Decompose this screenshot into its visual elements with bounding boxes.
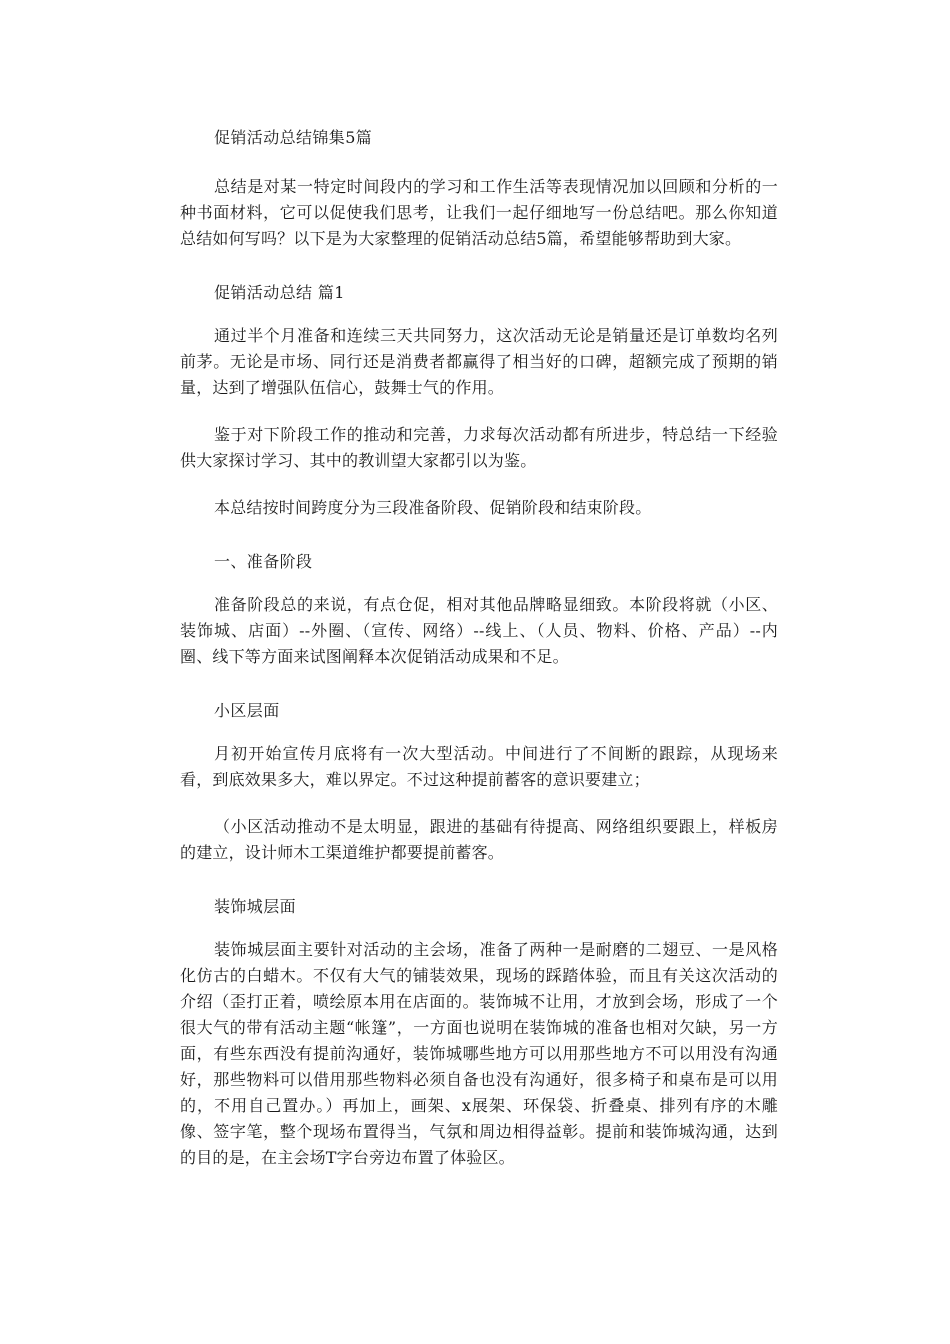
section-heading-part1: 促销活动总结 篇1 [214, 283, 345, 302]
paragraph-decoration-mall: 装饰城层面主要针对活动的主会场，准备了两种一是耐磨的二翅豆、一是风格化仿古的白蜡木。不仅有大气的铺装效果，现场的踩踏体验，而且有关这次活动的介绍（歪打正着，喷绘原本用在店面的。装饰城不让用，才放到会场，形成了一个很大气的带有活动主题“帐篷”，一方面也说明在装饰城的准备也相对欠缺，另一方面，有些东西没有提前沟通好，装饰城哪些地方可以用那些地方不可以用没有沟通好，那些物料可以借用那些物料必须自备也没有沟通好，很多椅子和桌布是可以用的，不用自己置办。）再加上，画架、x展架、环保袋、折叠桌、排列有序的木雕像、签字笔，整个现场布置得当，气氛和周边相得益彰。提前和装饰城沟通，达到的目的是，在主会场T字台旁边布置了体验区。 [180, 940, 778, 1167]
heading-community-level: 小区层面 [214, 701, 280, 720]
heading-decoration-mall-level: 装饰城层面 [214, 897, 297, 916]
paragraph-preparation: 准备阶段总的来说，有点仓促，相对其他品牌略显细致。本阶段将就（小区、装饰城、店面）--外圈、（宣传、网络）--线上、（人员、物料、价格、产品）--内圈、线下等方面来试图阐释本次促销活动成果和不足。 [180, 595, 778, 666]
document-page [180, 118, 778, 1192]
paragraph-structure: 本总结按时间跨度分为三段准备阶段、促销阶段和结束阶段。 [214, 498, 652, 517]
paragraph-purpose: 鉴于对下阶段工作的推动和完善，力求每次活动都有所进步，特总结一下经验供大家探讨学习、其中的教训望大家都引以为鉴。 [180, 425, 778, 470]
paragraph-results: 通过半个月准备和连续三天共同努力，这次活动无论是销量还是订单数均名列前茅。无论是市场、同行还是消费者都赢得了相当好的口碑，超额完成了预期的销量，达到了增强队伍信心，鼓舞士气的作用。 [180, 326, 778, 397]
paragraph-community-2: （小区活动推动不是太明显，跟进的基础有待提高、网络组织要跟上，样板房的建立，设计师木工渠道维护都要提前蓄客。 [180, 817, 778, 862]
document-title: 促销活动总结锦集5篇 [214, 128, 373, 147]
intro-paragraph: 总结是对某一特定时间段内的学习和工作生活等表现情况加以回顾和分析的一种书面材料，它可以促使我们思考，让我们一起仔细地写一份总结吧。那么你知道总结如何写吗？以下是为大家整理的促销活动总结5篇，希望能够帮助到大家。 [180, 177, 778, 248]
heading-preparation-stage: 一、准备阶段 [214, 552, 313, 571]
paragraph-community-1: 月初开始宣传月底将有一次大型活动。中间进行了不间断的跟踪，从现场来看，到底效果多大，难以界定。不过这种提前蓄客的意识要建立； [180, 744, 778, 789]
